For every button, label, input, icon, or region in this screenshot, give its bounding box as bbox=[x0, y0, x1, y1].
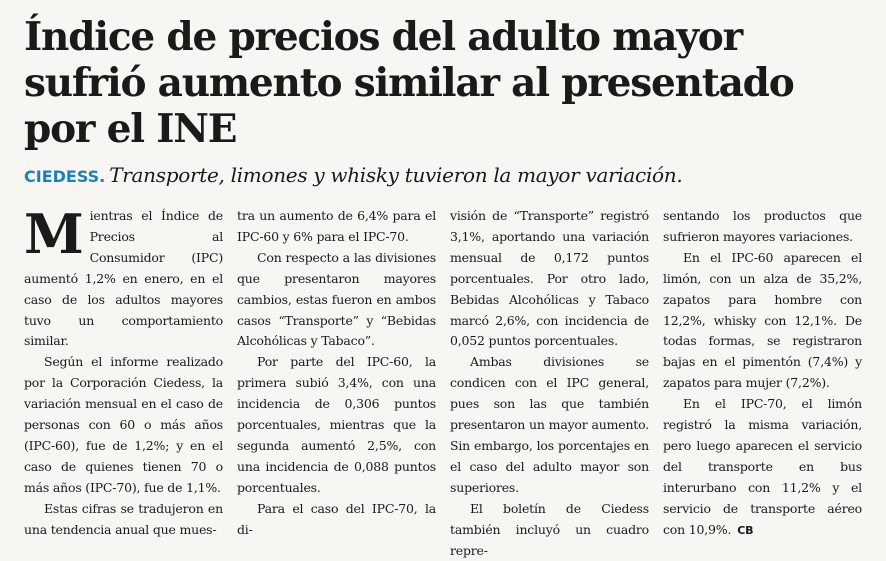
paragraph: Estas cifras se tradujeron en una tendencia anual que mues- bbox=[24, 500, 223, 537]
paragraph: Ambas divisiones se condicen con el IPC general, pues son las que también presentaron un mayor aumento. Sin embargo, los porcentajes en el caso del adulto mayor son superiores. bbox=[450, 354, 649, 495]
deck-text: Transporte, limones y whisky tuvieron la mayor variación. bbox=[109, 163, 683, 187]
paragraph: Para el caso del IPC-70, la di- bbox=[237, 500, 436, 537]
paragraph: sentando los productos que sufrieron mayores variaciones. bbox=[663, 208, 862, 244]
paragraph: visión de “Transporte” registró 3,1%, aportando una variación mensual de 0,172 puntos porcentuales. Por otro lado, Bebidas Alcohólicas y Tabaco marcó 2,6%, con incidencia de 0,052 puntos porcentuales. bbox=[450, 208, 649, 349]
paragraph: En el IPC-60 aparecen el limón, con un alza de 35,2%, zapatos para hombre con 12,2%, whisky con 12,1%. De todas formas, se registraron bajas en el pimentón (7,4%) y zapatos para mujer (7,2%). bbox=[663, 249, 862, 391]
article-body bbox=[24, 202, 866, 561]
headline: Índice de precios del adulto mayor sufrió aumento similar al presentado por el INE bbox=[24, 14, 794, 152]
end-mark: CB bbox=[737, 523, 754, 537]
column-4 bbox=[663, 206, 862, 561]
deck bbox=[24, 162, 866, 190]
column-1 bbox=[24, 202, 223, 561]
paragraph: Con respecto a las divisiones que presentaron mayores cambios, estas fueron en ambos casos “Transporte” y “Bebidas Alcohólicas y Tabaco”. bbox=[237, 249, 436, 349]
deck-source-tag: CIEDESS. bbox=[24, 167, 106, 186]
column-3 bbox=[450, 206, 649, 561]
paragraph: ientras el Índice de Precios al Consumidor (IPC) aumentó 1,2% en enero, en el caso de los adultos mayores tuvo un comportamiento similar. bbox=[24, 208, 223, 349]
drop-cap: M bbox=[24, 202, 84, 266]
paragraph: Por parte del IPC-60, la primera subió 3,4%, con una incidencia de 0,306 puntos porcentuales, mientras que la segunda aumentó 2,5%, con una incidencia de 0,088 puntos porcentuales. bbox=[237, 354, 436, 495]
paragraph: tra un aumento de 6,4% para el IPC-60 y 6% para el IPC-70. bbox=[237, 208, 436, 244]
paragraph: En el IPC-70, el limón registró la misma variación, pero luego aparecen el servicio del transporte en bus interurbano con 11,2% y el servicio de transporte aéreo con 10,9%. bbox=[663, 396, 862, 537]
column-2 bbox=[237, 206, 436, 561]
paragraph: El boletín de Ciedess también incluyó un cuadro repre- bbox=[450, 500, 649, 558]
paragraph: Según el informe realizado por la Corporación Ciedess, la variación mensual en el caso de personas con 60 o más años (IPC-60), fue de 1,2%; y en el caso de quienes tienen 70 o más años (IPC-70), fue de 1,1%. bbox=[24, 354, 223, 495]
